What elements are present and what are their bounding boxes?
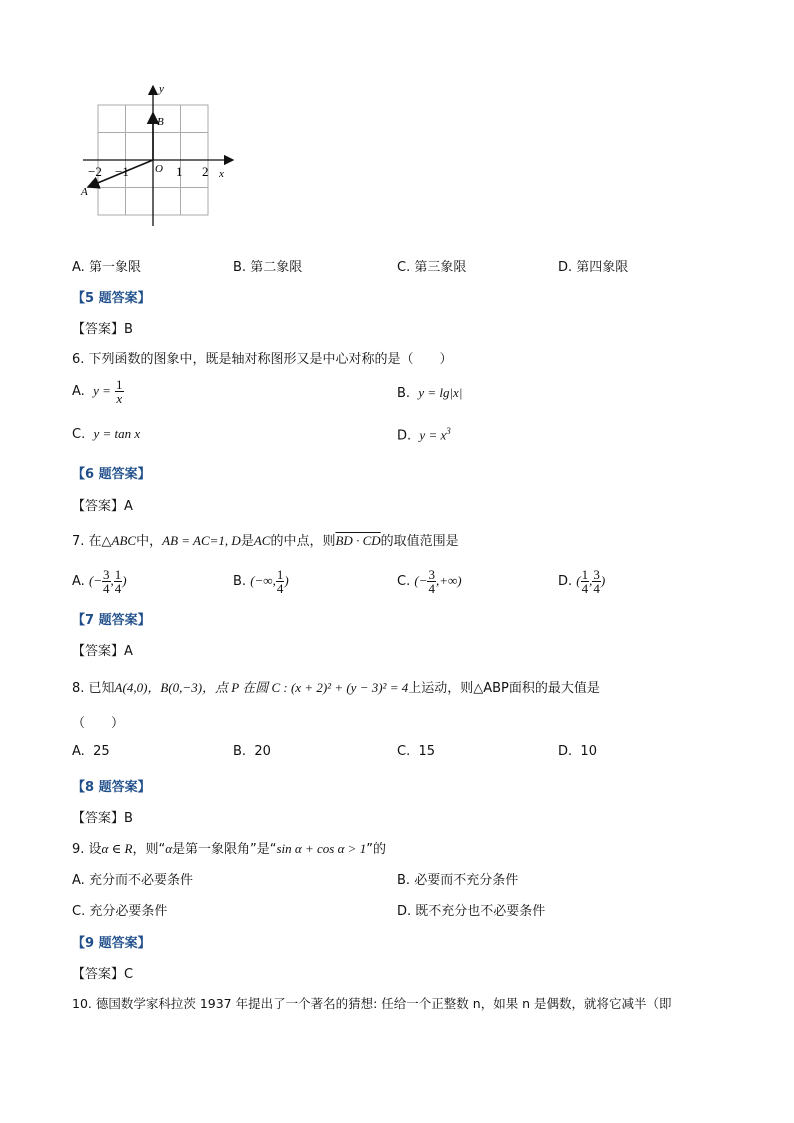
q8-stem-line2: （ ） bbox=[72, 716, 125, 731]
q7-option-c: C. (− $\frac{3}{4}$ ,+∞) bbox=[397, 567, 462, 596]
q9-option-a: A. 充分而不必要条件 bbox=[72, 873, 193, 888]
b-label: B bbox=[157, 116, 164, 128]
q9-option-d: D. 既不充分也不必要条件 bbox=[397, 904, 546, 919]
q7-answer-heading: 【7 题答案】 bbox=[72, 613, 151, 628]
q9-answer: 【答案】C bbox=[72, 967, 134, 982]
q5-answer-heading: 【5 题答案】 bbox=[72, 291, 151, 306]
q6-option-b: B. y = lg|x| bbox=[397, 385, 463, 401]
q10-stem: 10. 德国数学家科拉茨 1937 年提出了一个著名的猜想: 任给一个正整数 n，如果 n 是偶数，就将它减半（即 bbox=[72, 996, 672, 1011]
q8-stem: 8. 已知A(4,0)，B(0,−3)，点 P 在圆 C : (x + 2)² + (y − 3)² = 4上运动，则△ABP面积的最大值是 bbox=[72, 680, 600, 696]
q5-option-b: B. 第二象限 bbox=[233, 260, 303, 275]
q7-stem: 7. 在△ABC中，AB = AC=1, D是AC的中点，则BD · CD的取值范围是 bbox=[72, 533, 459, 549]
o-label: O bbox=[155, 163, 163, 175]
q6-option-c: C. y = tan x bbox=[72, 426, 141, 442]
q6-option-d: D. $y = x^3$ bbox=[397, 426, 451, 444]
q8-option-a: A. 25 bbox=[72, 744, 110, 759]
q9-answer-heading: 【9 题答案】 bbox=[72, 936, 151, 951]
q5-option-d: D. 第四象限 bbox=[558, 260, 629, 275]
q6-answer: 【答案】A bbox=[72, 499, 133, 514]
q7-option-b: B. (−∞, $\frac{1}{4}$ ) bbox=[233, 567, 289, 596]
q8-option-b: B. 20 bbox=[233, 744, 271, 759]
tick-2: 2 bbox=[202, 164, 209, 179]
q9-option-b: B. 必要而不充分条件 bbox=[397, 873, 519, 888]
q8-answer: 【答案】B bbox=[72, 811, 133, 826]
tick-minus2: −2 bbox=[88, 164, 102, 179]
q6-answer-heading: 【6 题答案】 bbox=[72, 467, 151, 482]
q5-option-c: C. 第三象限 bbox=[397, 260, 467, 275]
coordinate-figure bbox=[78, 80, 243, 230]
q7-option-a: A. (− $\frac{3}{4}$ , $\frac{1}{4}$ ) bbox=[72, 567, 127, 596]
q7-option-d: D. ( $\frac{1}{4}$ , $\frac{3}{4}$ ) bbox=[558, 567, 606, 596]
q5-option-a: A. 第一象限 bbox=[72, 260, 141, 275]
a-label: A bbox=[81, 186, 88, 198]
q6-stem: 6. 下列函数的图象中，既是轴对称图形又是中心对称的是（ ） bbox=[72, 352, 453, 367]
q7-answer: 【答案】A bbox=[72, 644, 133, 659]
y-label: y bbox=[159, 83, 164, 95]
q9-stem: 9. 设α ∈ R，则“α是第一象限角”是“sin α + cos α > 1”的 bbox=[72, 841, 386, 857]
q9-option-c: C. 充分必要条件 bbox=[72, 904, 168, 919]
q5-answer: 【答案】B bbox=[72, 322, 133, 337]
q8-option-c: C. 15 bbox=[397, 744, 436, 759]
tick-1: 1 bbox=[176, 164, 183, 179]
tick-minus1: −1 bbox=[115, 164, 129, 179]
q8-answer-heading: 【8 题答案】 bbox=[72, 780, 151, 795]
x-label: x bbox=[219, 168, 224, 180]
q6-option-a: A. y = $\frac{1}{x}$ bbox=[72, 377, 123, 406]
q8-option-d: D. 10 bbox=[558, 744, 597, 759]
